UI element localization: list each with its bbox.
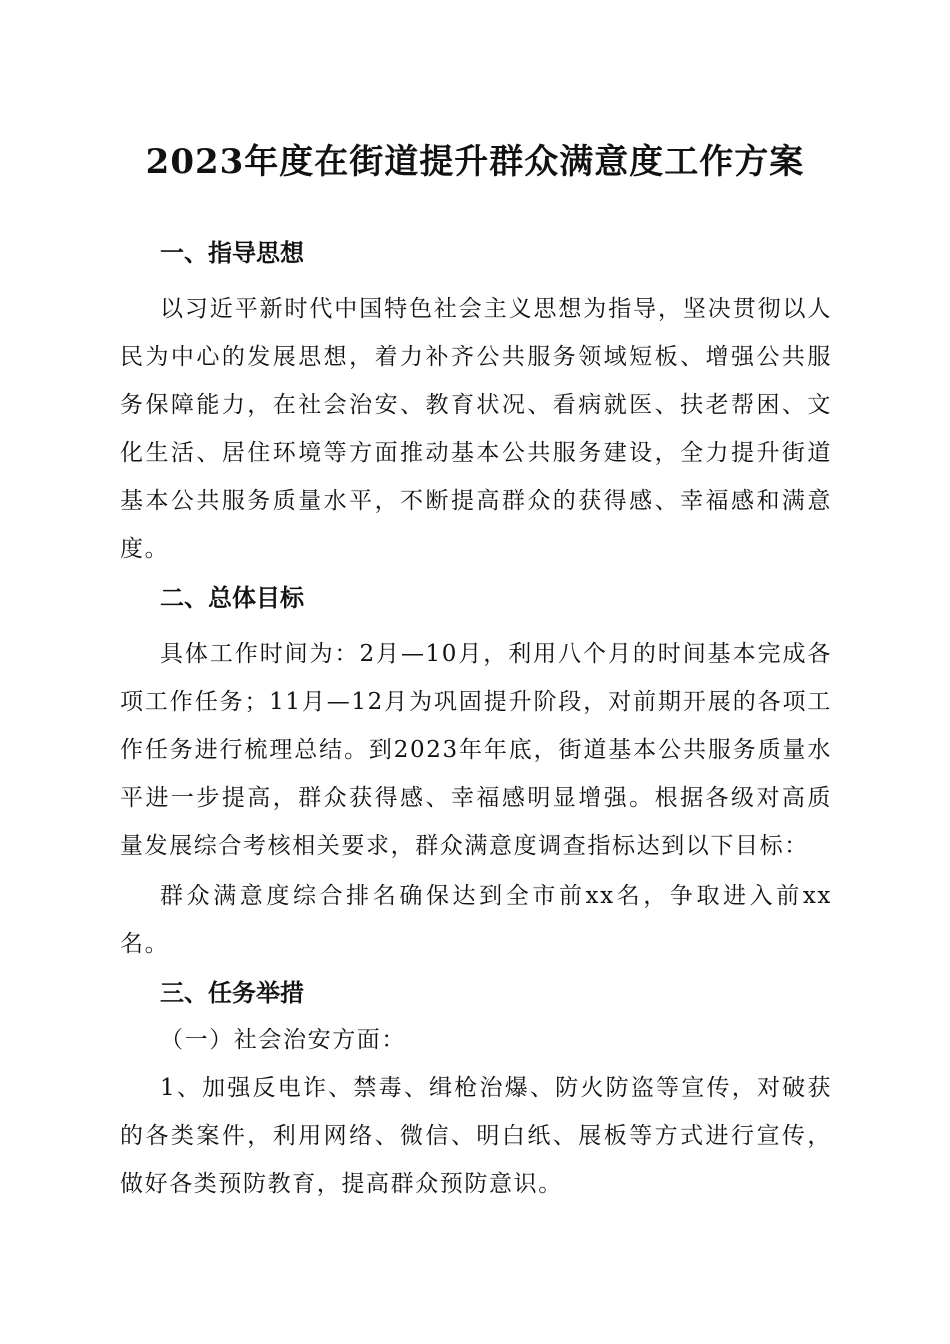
subheading-public-security: （一）社会治安方面： (160, 1027, 406, 1053)
paragraph-guiding-ideology: 以习近平新时代中国特色社会主义思想为指导，坚决贯彻以人民为中心的发展思想，着力补齐公共服务领域短板、增强公共服务保障能力，在社会治安、教育状况、看病就医、扶老帮困、文化生活、居住环境等方面推动基本公共服务建设，全力提升街道基本公共服务质量水平，不断提高群众的获得感、幸福感和满意度。 (120, 296, 832, 562)
paragraph-ranking-target: 群众满意度综合排名确保达到全市前xx名，争取进入前xx名。 (120, 883, 832, 957)
paragraph-overall-goal: 具体工作时间为：2月—10月，利用八个月的时间基本完成各项工作任务；11月—12月为巩固提升阶段，对前期开展的各项工作任务进行梳理总结。到2023年年底，街道基本公共服务质量水平进一步提高，群众获得感、幸福感明显增强。根据各级对高质量发展综合考核相关要求，群众满意度调查指标达到以下目标： (120, 641, 832, 859)
document-body (120, 236, 832, 1208)
paragraph-task-1: 1、加强反电诈、禁毒、缉枪治爆、防火防盗等宣传，对破获的各类案件，利用网络、微信、明白纸、展板等方式进行宣传，做好各类预防教育，提高群众预防意识。 (120, 1075, 832, 1197)
section-heading-overall-goal: 二、总体目标 (160, 584, 304, 612)
section-heading-guiding-ideology: 一、指导思想 (160, 239, 304, 267)
document-title: 2023年度在街道提升群众满意度工作方案 (145, 142, 805, 182)
section-heading-tasks: 三、任务举措 (160, 979, 304, 1007)
